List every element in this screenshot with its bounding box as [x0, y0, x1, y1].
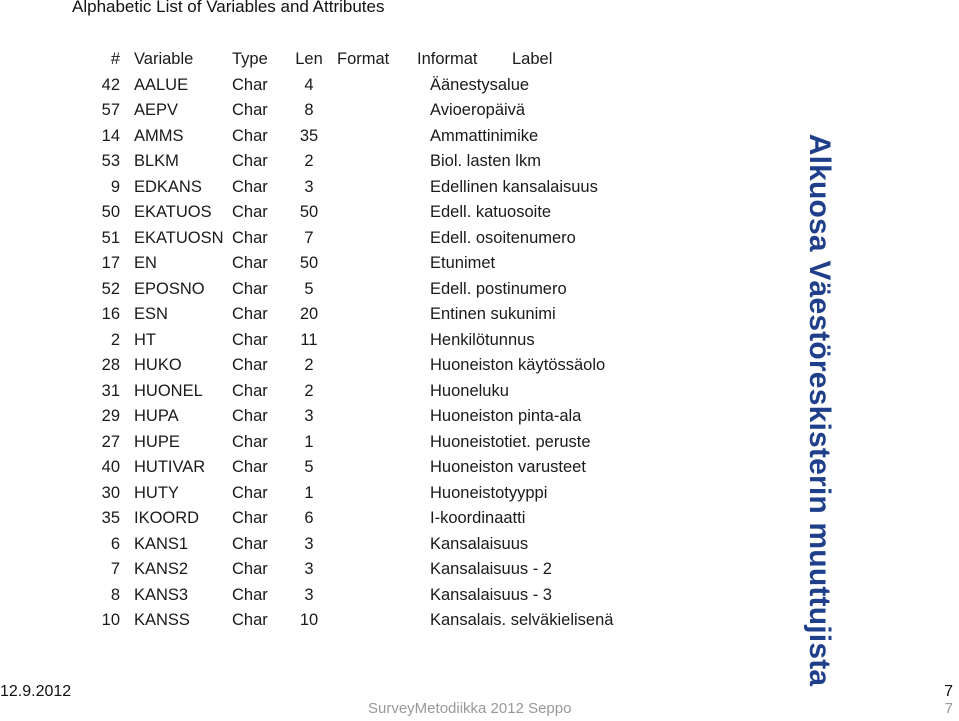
row-label: Huoneiston pinta-ala [430, 407, 582, 425]
row-variable: EDKANS [134, 177, 202, 196]
row-variable: AALUE [134, 75, 189, 94]
row-type: Char [232, 101, 268, 119]
row-type: Char [232, 534, 268, 553]
row-num: 10 [101, 611, 120, 629]
row-num: 2 [110, 330, 120, 349]
row-variable: EKATUOS [134, 203, 212, 221]
row-type: Char [232, 381, 268, 400]
row-variable: KANSS [134, 611, 190, 629]
row-variable: AMMS [134, 126, 184, 145]
table-row [90, 251, 770, 277]
row-label: Edell. osoitenumero [430, 228, 576, 247]
row-variable: HUTY [134, 483, 179, 502]
header-variable: Variable [134, 50, 194, 68]
row-variable: EKATUOSN [134, 228, 224, 247]
row-type: Char [232, 330, 268, 349]
table-row [90, 124, 770, 150]
table-row [90, 430, 770, 456]
row-len: 11 [300, 330, 318, 349]
row-variable: BLKM [134, 152, 179, 170]
row-len: 50 [299, 254, 319, 272]
row-type: Char [232, 407, 268, 425]
row-len: 8 [304, 101, 314, 119]
listing-header [90, 47, 770, 73]
row-label: Ammattinimike [430, 126, 539, 145]
row-type: Char [232, 177, 268, 196]
row-variable: KANS1 [134, 534, 189, 553]
row-type: Char [232, 432, 268, 451]
row-num: 8 [110, 585, 120, 604]
table-row [90, 277, 770, 303]
header-type: Type [232, 50, 268, 68]
row-num: 30 [101, 483, 120, 502]
footer-center-text: SurveyMetodiikka 2012 Seppo [368, 700, 572, 717]
row-type: Char [232, 611, 268, 629]
row-label: Huoneiston varusteet [430, 458, 586, 476]
listing-rows [90, 73, 770, 634]
row-num: 53 [101, 152, 120, 170]
row-len: 2 [304, 152, 314, 170]
row-label: Henkilötunnus [430, 330, 535, 349]
header-label: Label [512, 50, 553, 68]
row-num: 7 [110, 560, 120, 578]
row-variable: AEPV [134, 101, 179, 119]
table-row [90, 506, 770, 532]
row-label: Huoneluku [430, 381, 509, 400]
header-informat: Informat [417, 50, 478, 68]
row-num: 52 [101, 279, 120, 298]
row-label: Kansalais. selväkielisenä [430, 611, 614, 629]
row-variable: HUTIVAR [134, 458, 206, 476]
row-len: 50 [299, 203, 319, 221]
table-row [90, 557, 770, 583]
row-num: 17 [101, 254, 120, 272]
row-label: Kansalaisuus [430, 534, 529, 553]
row-label: Edell. katuosoite [430, 203, 552, 221]
row-label: Edell. postinumero [430, 279, 567, 298]
table-row [90, 328, 770, 354]
row-type: Char [232, 560, 268, 578]
row-label: Kansalaisuus - 2 [430, 560, 552, 578]
row-variable: HUPE [134, 432, 180, 451]
row-num: 14 [101, 126, 120, 145]
row-num: 50 [101, 203, 120, 221]
row-len: 3 [304, 177, 314, 196]
table-row [90, 149, 770, 175]
row-len: 1 [304, 432, 314, 451]
table-row [90, 302, 770, 328]
table-row [90, 175, 770, 201]
row-len: 20 [299, 305, 319, 323]
row-type: Char [232, 75, 268, 94]
table-row [90, 98, 770, 124]
table-row [90, 532, 770, 558]
row-len: 7 [304, 228, 314, 247]
row-len: 35 [299, 126, 319, 145]
row-len: 4 [304, 75, 314, 94]
row-variable: KANS2 [134, 560, 189, 578]
side-title-box [796, 124, 842, 696]
row-variable: IKOORD [134, 509, 200, 527]
row-label: Edellinen kansalaisuus [430, 177, 598, 196]
row-type: Char [232, 458, 268, 476]
row-len: 3 [304, 560, 314, 578]
page-number: 7 [944, 683, 953, 700]
row-len: 1 [304, 483, 314, 502]
row-label: Huoneistotyyppi [430, 483, 548, 502]
row-label: Huoneistotiet. peruste [430, 432, 591, 451]
row-type: Char [232, 203, 268, 221]
table-row [90, 583, 770, 609]
row-num: 40 [101, 458, 120, 476]
row-variable: HUONEL [134, 381, 203, 400]
row-num: 31 [101, 381, 120, 400]
row-type: Char [232, 509, 268, 527]
row-len: 5 [304, 279, 314, 298]
table-row [90, 608, 770, 634]
table-row [90, 481, 770, 507]
row-len: 3 [304, 534, 314, 553]
row-num: 35 [101, 509, 120, 527]
row-type: Char [232, 152, 268, 170]
row-label: Entinen sukunimi [430, 305, 556, 323]
row-variable: ESN [134, 305, 168, 323]
row-num: 9 [110, 177, 120, 196]
table-row [90, 73, 770, 99]
header-len: Len [295, 50, 323, 68]
row-len: 6 [304, 509, 314, 527]
row-num: 57 [101, 101, 120, 119]
row-type: Char [232, 305, 268, 323]
row-label: Biol. lasten lkm [430, 152, 541, 170]
page-number-repeat: 7 [944, 700, 953, 717]
footer-date: 12.9.2012 [0, 683, 72, 700]
row-num: 27 [101, 432, 120, 451]
row-len: 3 [304, 407, 314, 425]
row-type: Char [232, 585, 268, 604]
row-len: 2 [304, 381, 314, 400]
row-num: 28 [101, 356, 120, 374]
table-row [90, 200, 770, 226]
row-label: I-koordinaatti [430, 509, 526, 527]
row-variable: HUKO [134, 356, 182, 374]
row-label: Avioeropäivä [430, 101, 526, 119]
row-num: 16 [101, 305, 120, 323]
row-num: 29 [101, 407, 120, 425]
row-variable: HUPA [134, 407, 179, 425]
row-type: Char [232, 483, 268, 502]
row-len: 5 [304, 458, 314, 476]
variable-listing [90, 47, 770, 634]
row-label: Äänestysalue [430, 75, 530, 94]
row-variable: EN [134, 254, 157, 272]
row-len: 2 [304, 356, 314, 374]
row-label: Kansalaisuus - 3 [430, 585, 552, 604]
row-type: Char [232, 279, 268, 298]
row-variable: KANS3 [134, 585, 189, 604]
table-row [90, 226, 770, 252]
row-label: Huoneiston käytössäolo [430, 356, 606, 374]
row-label: Etunimet [430, 254, 496, 272]
table-row [90, 404, 770, 430]
header-num: # [110, 50, 120, 68]
row-type: Char [232, 356, 268, 374]
row-variable: HT [134, 330, 156, 349]
row-num: 42 [101, 75, 120, 94]
row-type: Char [232, 254, 268, 272]
side-title: Alkuosa Väestöreskisterin muuttujista [803, 133, 836, 687]
row-type: Char [232, 228, 268, 247]
page-title: Alphabetic List of Variables and Attributes [72, 0, 385, 16]
table-row [90, 455, 770, 481]
table-row [90, 353, 770, 379]
row-num: 51 [101, 228, 120, 247]
table-row [90, 379, 770, 405]
header-format: Format [337, 50, 390, 68]
row-len: 10 [299, 611, 319, 629]
row-num: 6 [110, 534, 120, 553]
row-len: 3 [304, 585, 314, 604]
row-type: Char [232, 126, 268, 145]
row-variable: EPOSNO [134, 279, 205, 298]
